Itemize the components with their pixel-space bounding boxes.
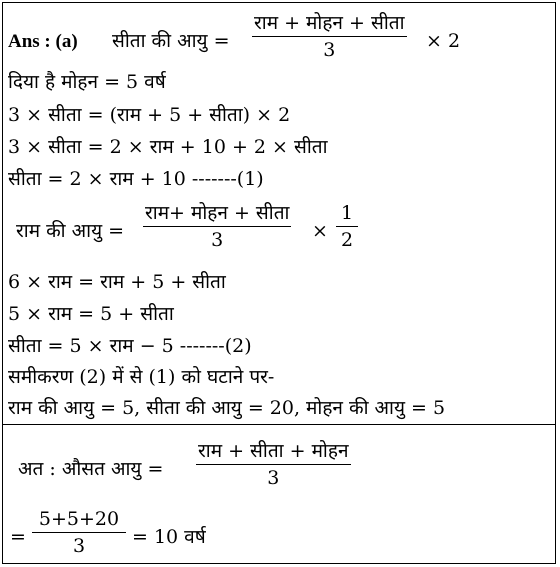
equation-line: सीता = 5 × राम − 5 -------(2) xyxy=(8,335,252,357)
half-fraction-denominator: 2 xyxy=(340,229,354,251)
equation-line: 5 × राम = 5 + सीता xyxy=(8,303,174,325)
equation-line: 3 × सीता = (राम + 5 + सीता) × 2 xyxy=(8,104,291,126)
final-fraction xyxy=(32,508,126,557)
given-line: दिया है मोहन = 5 वर्ष xyxy=(8,71,166,93)
second-fraction-numerator: राम+ मोहन + सीता xyxy=(143,202,291,227)
final-equals: = xyxy=(10,526,26,548)
first-fraction xyxy=(252,12,407,61)
average-fraction-numerator: राम + सीता + मोहन xyxy=(196,440,351,465)
final-fraction-denominator: 3 xyxy=(72,535,86,557)
final-result: = 10 वर्ष xyxy=(132,526,206,548)
average-fraction-denominator: 3 xyxy=(267,467,280,489)
final-fraction-numerator: 5+5+20 xyxy=(32,508,126,533)
subtraction-note: समीकरण (2) में से (1) को घटाने पर- xyxy=(8,366,275,388)
section-divider xyxy=(2,424,556,425)
second-fraction-denominator: 3 xyxy=(211,229,224,251)
times-sign: × xyxy=(312,220,328,242)
ram-age-lhs: राम की आयु = xyxy=(16,220,125,242)
equation-line: सीता = 2 × राम + 10 -------(1) xyxy=(8,168,264,190)
half-fraction-numerator: 1 xyxy=(336,202,358,227)
first-fraction-denominator: 3 xyxy=(323,39,336,61)
average-fraction xyxy=(196,440,351,489)
first-times-two: × 2 xyxy=(426,30,461,52)
second-fraction xyxy=(143,202,291,251)
ages-result-line: राम की आयु = 5, सीता की आयु = 20, मोहन की आयु = 5 xyxy=(8,397,446,419)
half-fraction xyxy=(336,202,358,251)
sita-age-lhs: सीता की आयु = xyxy=(112,30,230,52)
answer-label xyxy=(8,29,78,54)
answer-option: Ans : (a) xyxy=(8,31,78,52)
first-fraction-numerator: राम + मोहन + सीता xyxy=(252,12,407,37)
equation-line: 3 × सीता = 2 × राम + 10 + 2 × सीता xyxy=(8,136,328,158)
equation-line: 6 × राम = राम + 5 + सीता xyxy=(8,271,226,293)
average-age-lhs: अत : औसत आयु = xyxy=(18,458,164,480)
